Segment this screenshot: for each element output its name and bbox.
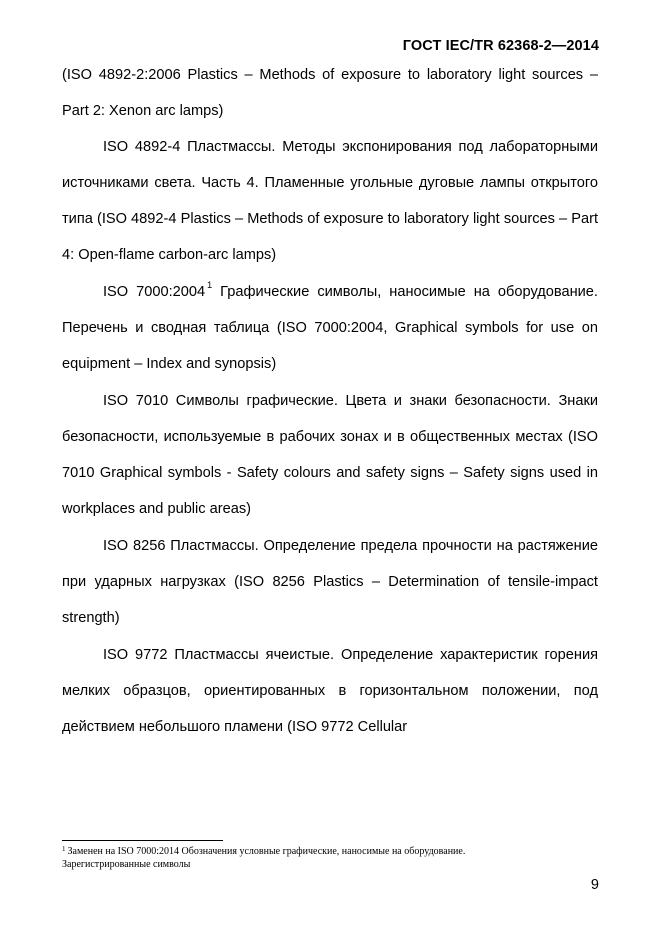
footnote-text-1: Заменен на ISO 7000:2014 Обозначения условные графические, наносимые на оборудование. — [67, 846, 466, 857]
paragraph-iso-4892-4: ISO 4892-4 Пластмассы. Методы экспонирования под лабораторными источниками света. Часть 4. Пламенные угольные дуговые лампы открытого типа (ISO 4892-4 Plastics – Methods of exposure to laboratory light sources – Part 4: Open-flame carbon-arc lamps) — [62, 139, 598, 263]
paragraph-iso-7000 — [62, 274, 598, 382]
paragraph-iso-8256: ISO 8256 Пластмассы. Определение предела прочности на растяжение при ударных нагрузках (ISO 8256 Plastics – Determination of tensile-impact strength) — [62, 538, 598, 626]
paragraph-iso-7010: ISO 7010 Символы графические. Цвета и знаки безопасности. Знаки безопасности, используемые в рабочих зонах и в общественных местах (ISO 7010 Graphical symbols - Safety colours and safety signs – Safety signs used in workplaces and public areas) — [62, 393, 598, 517]
paragraph-iso-4892-2-continued: (ISO 4892-2:2006 Plastics – Methods of exposure to laboratory light sources – Part 2: Xenon arc lamps) — [62, 67, 598, 119]
footnote-separator — [62, 840, 223, 841]
footnote — [62, 845, 598, 871]
footnote-reference[interactable]: 1 — [207, 280, 213, 290]
iso-7000-code: ISO 7000:2004 — [103, 284, 206, 300]
page-number: 9 — [590, 877, 599, 893]
iso-7000-description: Графические символы, наносимые на оборудование. Перечень и сводная таблица (ISO 7000:2004, Graphical symbols for use on equipment – Index and synopsis) — [62, 284, 598, 372]
paragraph-iso-9772: ISO 9772 Пластмассы ячеистые. Определение характеристик горения мелких образцов, ориентированных в горизонтальном положении, под действием небольшого пламени (ISO 9772 Cellular — [62, 647, 598, 735]
document-body — [62, 57, 598, 746]
document-header: ГОСТ IEC/TR 62368-2—2014 — [402, 38, 599, 54]
footnote-line-1 — [62, 845, 598, 858]
footnote-marker: 1 — [62, 845, 66, 853]
footnote-line-2: Зарегистрированные символы — [62, 859, 191, 870]
